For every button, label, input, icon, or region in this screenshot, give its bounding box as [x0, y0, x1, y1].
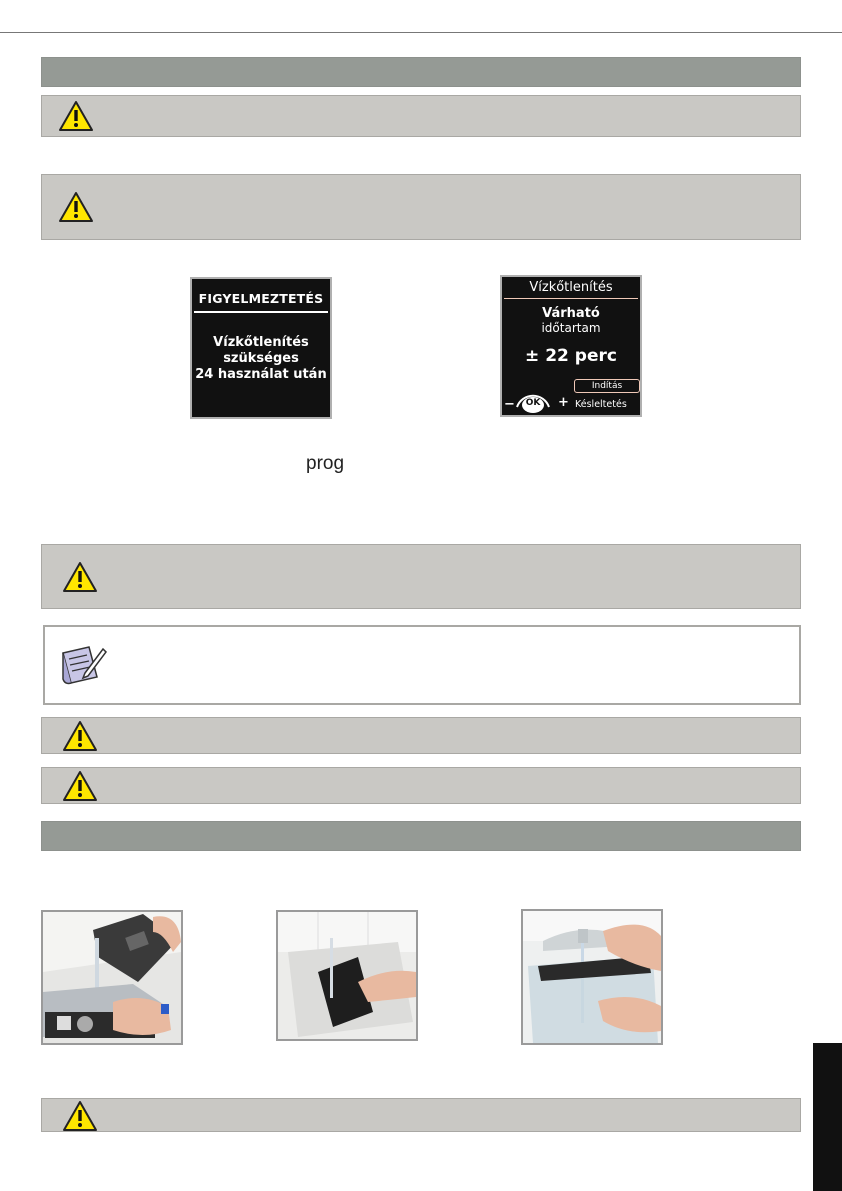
ok-dial[interactable] — [514, 381, 552, 415]
start-button[interactable]: Indítás — [574, 379, 640, 393]
section-header-bar — [41, 821, 801, 851]
note-icon — [59, 643, 109, 689]
photo-drip-tray — [41, 910, 183, 1045]
plus-sign: + — [558, 395, 569, 410]
photo-container — [276, 910, 418, 1041]
display-warning-screen — [190, 277, 332, 419]
screen-header: FIGYELMEZTETÉS — [198, 291, 324, 306]
screen-line: szükséges — [223, 351, 299, 366]
warning-box — [41, 544, 801, 609]
delay-label: Késleltetés — [575, 399, 627, 410]
prog-label: prog — [306, 453, 345, 474]
drip-tray-illustration — [43, 912, 181, 1043]
language-side-tab — [813, 1043, 842, 1191]
minus-sign: − — [504, 397, 515, 412]
screen-line: Vízkőtlenítés — [213, 335, 309, 350]
warning-icon — [62, 720, 98, 752]
ok-label: OK — [525, 398, 541, 408]
warning-icon — [58, 191, 94, 223]
screen-line: 24 használat után — [195, 367, 327, 382]
photo-water-tank — [521, 909, 663, 1045]
warning-box — [41, 95, 801, 137]
warning-icon — [58, 100, 94, 132]
warning-box — [41, 767, 801, 804]
warning-icon — [62, 561, 98, 593]
screen-duration: ± 22 perc — [525, 346, 617, 366]
warning-icon — [62, 1100, 98, 1132]
warning-box — [41, 1098, 801, 1132]
warning-icon — [62, 770, 98, 802]
top-rule — [0, 32, 842, 33]
container-illustration — [278, 912, 416, 1039]
note-box — [43, 625, 801, 705]
display-descaling-screen — [500, 275, 642, 417]
warning-box — [41, 174, 801, 240]
warning-box — [41, 717, 801, 754]
section-header-bar — [41, 57, 801, 87]
water-tank-illustration — [523, 911, 661, 1043]
screen-line: Várható — [542, 306, 600, 321]
screen-header-divider — [504, 298, 638, 299]
screen-header: Vízkőtlenítés — [529, 280, 613, 295]
screen-line: időtartam — [541, 321, 601, 335]
screen-header-divider — [194, 311, 328, 313]
